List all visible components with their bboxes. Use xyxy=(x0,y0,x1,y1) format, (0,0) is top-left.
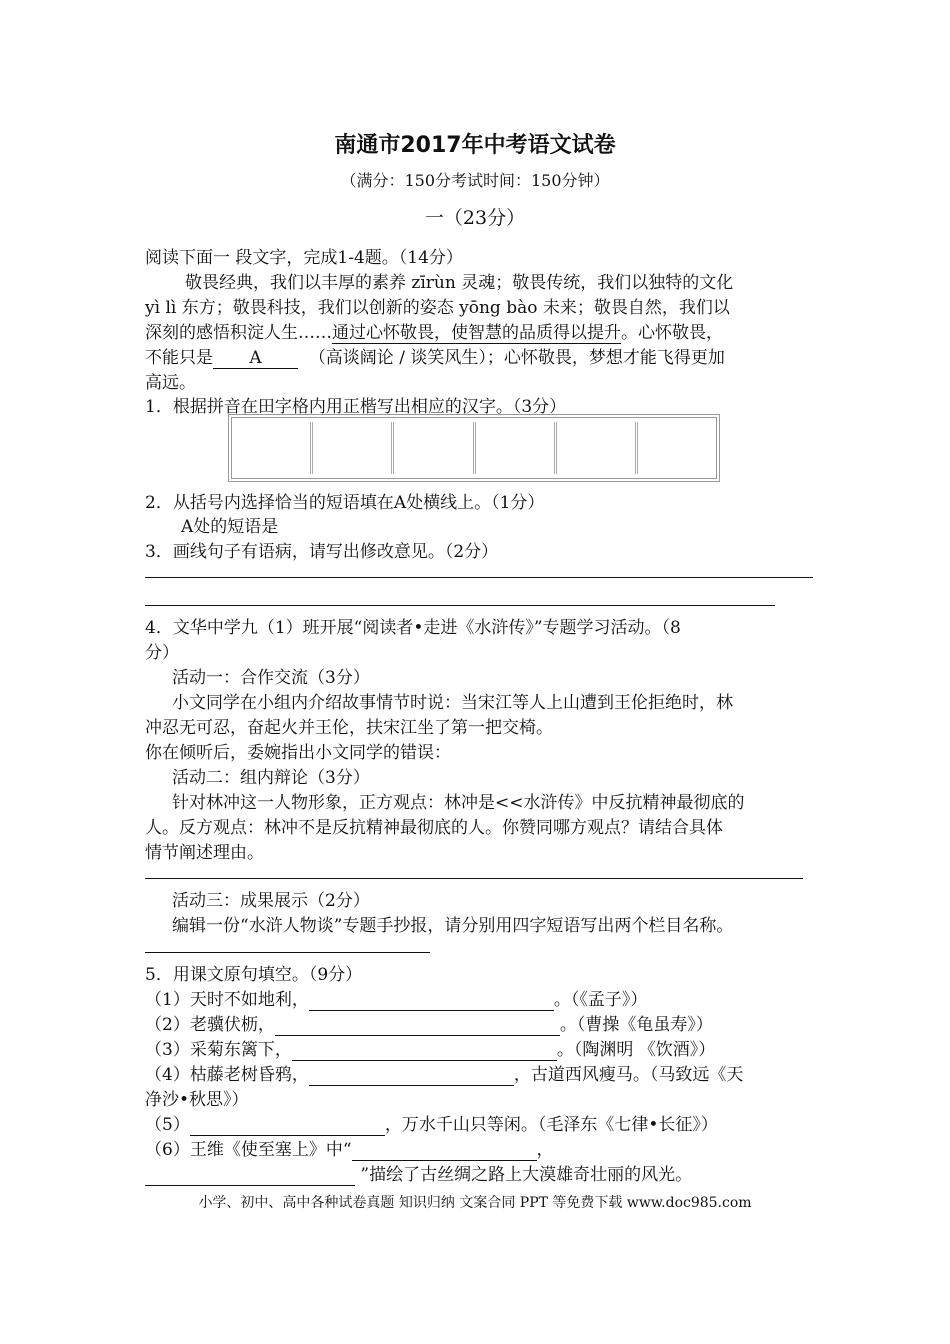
activity-3-heading: 活动三：成果展示（2分） xyxy=(172,891,370,911)
question-4-cont: 分） xyxy=(145,643,179,663)
passage-line: yì lì 东方；敬畏科技，我们以创新的姿态 yōng bào 未来；敬畏自然，我们以 xyxy=(145,298,730,318)
passage-line: 敬畏经典，我们以丰厚的素养 zīrùn 灵魂；敬畏传统，我们以独特的文化 xyxy=(185,273,734,293)
fill-item xyxy=(145,1010,713,1036)
grid-cell[interactable] xyxy=(391,422,472,474)
activity-2-text: 人。反方观点：林冲不是反抗精神最彻底的人。你赞同哪方观点？请结合具体 xyxy=(145,818,723,838)
fill-source: ，万水千山只等闲。（毛泽东《七律•长征》） xyxy=(384,1115,718,1135)
grid-cell[interactable] xyxy=(232,422,310,474)
activity-2-heading: 活动二：组内辩论（3分） xyxy=(172,768,370,788)
passage-line xyxy=(145,343,725,369)
question-5: 5．用课文原句填空。（9分） xyxy=(145,965,363,985)
fill-source: ”描绘了古丝绸之路上大漠雄奇壮丽的风光。 xyxy=(360,1165,693,1185)
question-4: 4．文华中学九（1）班开展“阅读者•走进《水浒传》”专题学习活动。（8 xyxy=(145,618,681,638)
fill-source: 。（《孟子》） xyxy=(553,990,648,1010)
character-grid[interactable] xyxy=(228,414,720,482)
fill-source: 。（曹操《龟虽寿》） xyxy=(559,1015,713,1035)
fill-item xyxy=(145,1035,715,1061)
question-1: 1．根据拼音在田字格内用正楷写出相应的汉字。（3分） xyxy=(145,397,567,417)
fill-blank[interactable] xyxy=(275,1015,560,1036)
fill-item xyxy=(145,985,647,1011)
activity-2-text: 针对林冲这一人物形象，正方观点：林冲是<<水浒传》中反抗精神最彻底的 xyxy=(172,793,745,813)
underlined-sentence: 通过心怀敬畏，使智慧的品质得以提升 xyxy=(332,323,621,343)
fill-prompt: （1）天时不如地利， xyxy=(145,990,309,1010)
page-title: 南通市2017年中考语文试卷 xyxy=(334,133,616,158)
answer-line[interactable] xyxy=(145,878,803,879)
activity-1-prompt: 你在倾听后，委婉指出小文同学的错误： xyxy=(145,743,451,763)
passage-line: 高远。 xyxy=(145,373,196,393)
passage-text: 。心怀敬畏， xyxy=(621,323,723,343)
fill-item-cont: 净沙•秋思》） xyxy=(145,1090,249,1110)
fill-item xyxy=(145,1135,554,1161)
footer: 小学、初中、高中各种试卷真题 知识归纳 文案合同 PPT 等免费下载 www.doc985.com xyxy=(198,1195,752,1211)
activity-2-text: 情节阐述理由。 xyxy=(145,843,264,863)
question-3: 3．画线句子有语病，请写出修改意见。（2分） xyxy=(145,542,499,562)
question-2: 2．从括号内选择恰当的短语填在A处横线上。（1分） xyxy=(145,493,545,513)
section-heading: 一（23分） xyxy=(424,207,526,229)
answer-line[interactable] xyxy=(145,605,775,606)
fill-prompt: （4）枯藤老树昏鸦， xyxy=(145,1065,309,1085)
fill-blank[interactable] xyxy=(145,1165,355,1186)
answer-line[interactable] xyxy=(145,952,430,953)
fill-item xyxy=(145,1060,743,1086)
fill-source: 。（陶渊明 《饮酒》） xyxy=(556,1040,716,1060)
fill-blank[interactable] xyxy=(309,990,554,1011)
fill-blank[interactable] xyxy=(292,1040,557,1061)
activity-3-text: 编辑一份“水浒人物谈”专题手抄报，请分别用四字短语写出两个栏目名称。 xyxy=(172,916,734,936)
question-2-answer-label: A处的短语是 xyxy=(181,517,279,537)
fill-prompt: （5） xyxy=(145,1115,190,1135)
grid-cell[interactable] xyxy=(554,422,635,474)
passage-line xyxy=(145,318,723,343)
activity-1-heading: 活动一：合作交流（3分） xyxy=(172,668,370,688)
blank-a[interactable]: A xyxy=(213,348,298,369)
grid-cell[interactable] xyxy=(635,422,716,474)
fill-source: ，古道西风瘦马。（马致远《天 xyxy=(513,1065,744,1085)
exam-info: （满分：150分考试时间：150分钟） xyxy=(340,171,610,190)
activity-1-text: 冲忍无可忍，奋起火并王伦，扶宋江坐了第一把交椅。 xyxy=(145,718,553,738)
fill-prompt: （2）老骥伏枥， xyxy=(145,1015,275,1035)
fill-prompt: （3）采菊东篱下， xyxy=(145,1040,292,1060)
passage-text: （高谈阔论 / 谈笑风生）；心怀敬畏，梦想才能飞得更加 xyxy=(308,348,725,368)
grid-cell[interactable] xyxy=(473,422,554,474)
fill-blank[interactable] xyxy=(190,1115,385,1136)
passage-text: 深刻的感悟积淀人生…… xyxy=(145,323,332,343)
fill-item xyxy=(145,1110,718,1136)
reading-instruction: 阅读下面一 段文字，完成1-4题。（14分） xyxy=(145,248,463,268)
fill-prompt: （6）王维《使至塞上》中“ xyxy=(145,1140,352,1160)
activity-1-text: 小文同学在小组内介绍故事情节时说：当宋江等人上山遭到王伦拒绝时，林 xyxy=(172,693,733,713)
fill-blank[interactable] xyxy=(309,1065,514,1086)
fill-item xyxy=(145,1160,692,1186)
fill-comma: ， xyxy=(536,1140,554,1160)
answer-line[interactable] xyxy=(145,577,813,578)
passage-text: 不能只是 xyxy=(145,348,213,368)
grid-cell[interactable] xyxy=(310,422,391,474)
fill-blank[interactable] xyxy=(352,1140,537,1161)
